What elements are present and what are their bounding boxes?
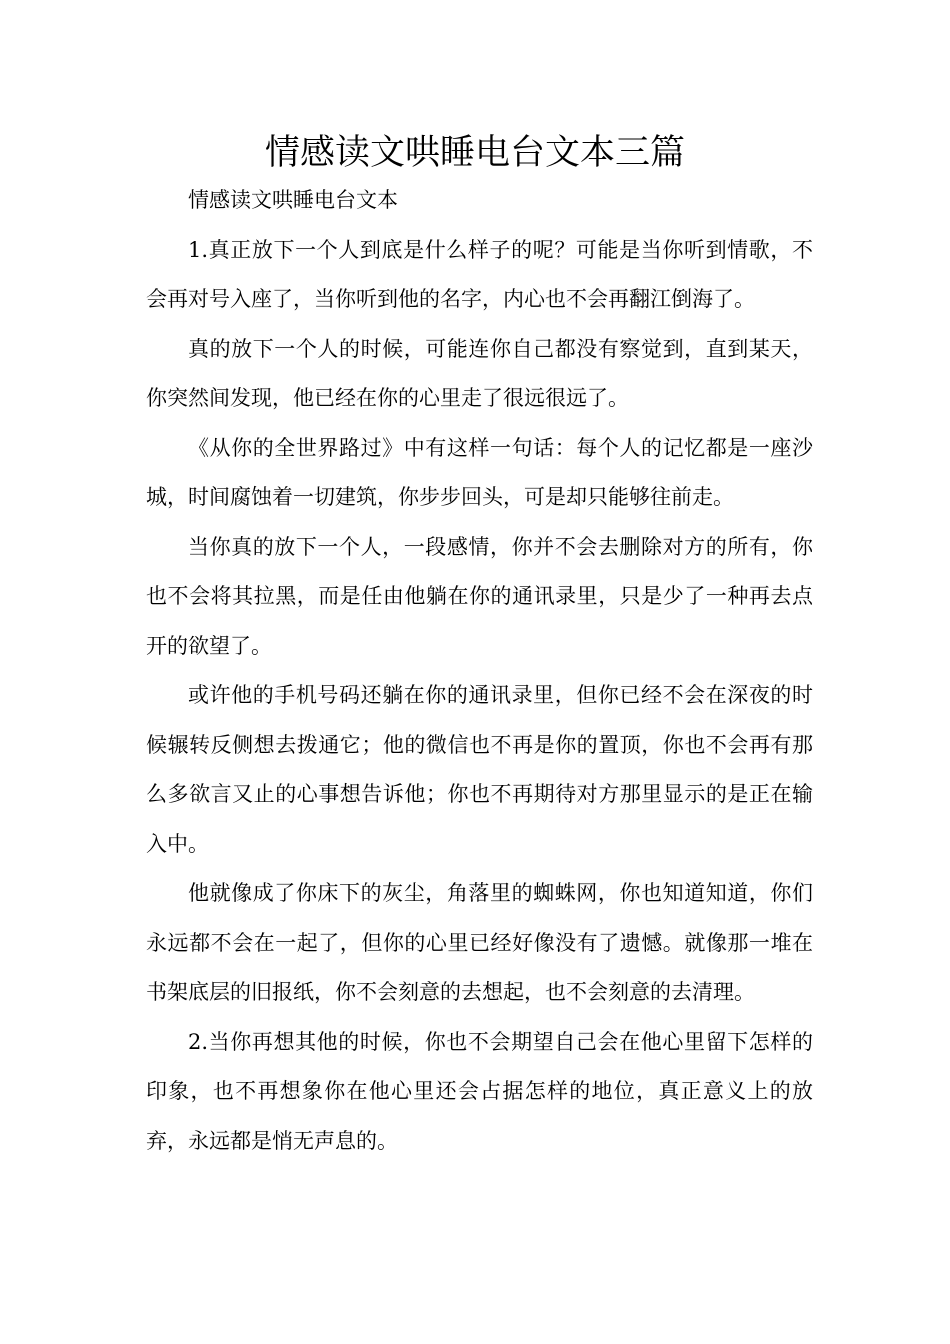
body-paragraph: 或许他的手机号码还躺在你的通讯录里，但你已经不会在深夜的时候辗转反侧想去拨通它；他的微信也不再是你的置顶，你也不会再有那么多欲言又止的心事想告诉他；你也不再期待对方那里显示的是正在输入中。 [146, 683, 813, 856]
body-paragraph: 2.当你再想其他的时候，你也不会期望自己会在他心里留下怎样的印象，也不再想象你在他心里还会占据怎样的地位，真正意义上的放弃，永远都是悄无声息的。 [146, 1029, 813, 1153]
document-title: 情感读文哄睡电台文本三篇 [264, 133, 685, 173]
body-paragraph: 《从你的全世界路过》中有这样一句话：每个人的记忆都是一座沙城，时间腐蚀着一切建筑，你步步回头，可是却只能够往前走。 [146, 435, 813, 509]
body-paragraph: 他就像成了你床下的灰尘，角落里的蜘蛛网，你也知道知道，你们永远都不会在一起了，但你的心里已经好像没有了遗憾。就像那一堆在书架底层的旧报纸，你不会刻意的去想起，也不会刻意的去清理。 [146, 881, 813, 1004]
body-paragraph: 1.真正放下一个人到底是什么样子的呢？可能是当你听到情歌，不会再对号入座了，当你听到他的名字，内心也不会再翻江倒海了。 [146, 237, 813, 311]
body-paragraph: 当你真的放下一个人，一段感情，你并不会去删除对方的所有，你也不会将其拉黑，而是任由他躺在你的通讯录里，只是少了一种再去点开的欲望了。 [146, 534, 813, 658]
document-body [146, 176, 813, 1166]
subtitle-paragraph: 情感读文哄睡电台文本 [188, 188, 398, 212]
body-paragraph: 真的放下一个人的时候，可能连你自己都没有察觉到，直到某天，你突然间发现，他已经在你的心里走了很远很远了。 [146, 336, 813, 410]
